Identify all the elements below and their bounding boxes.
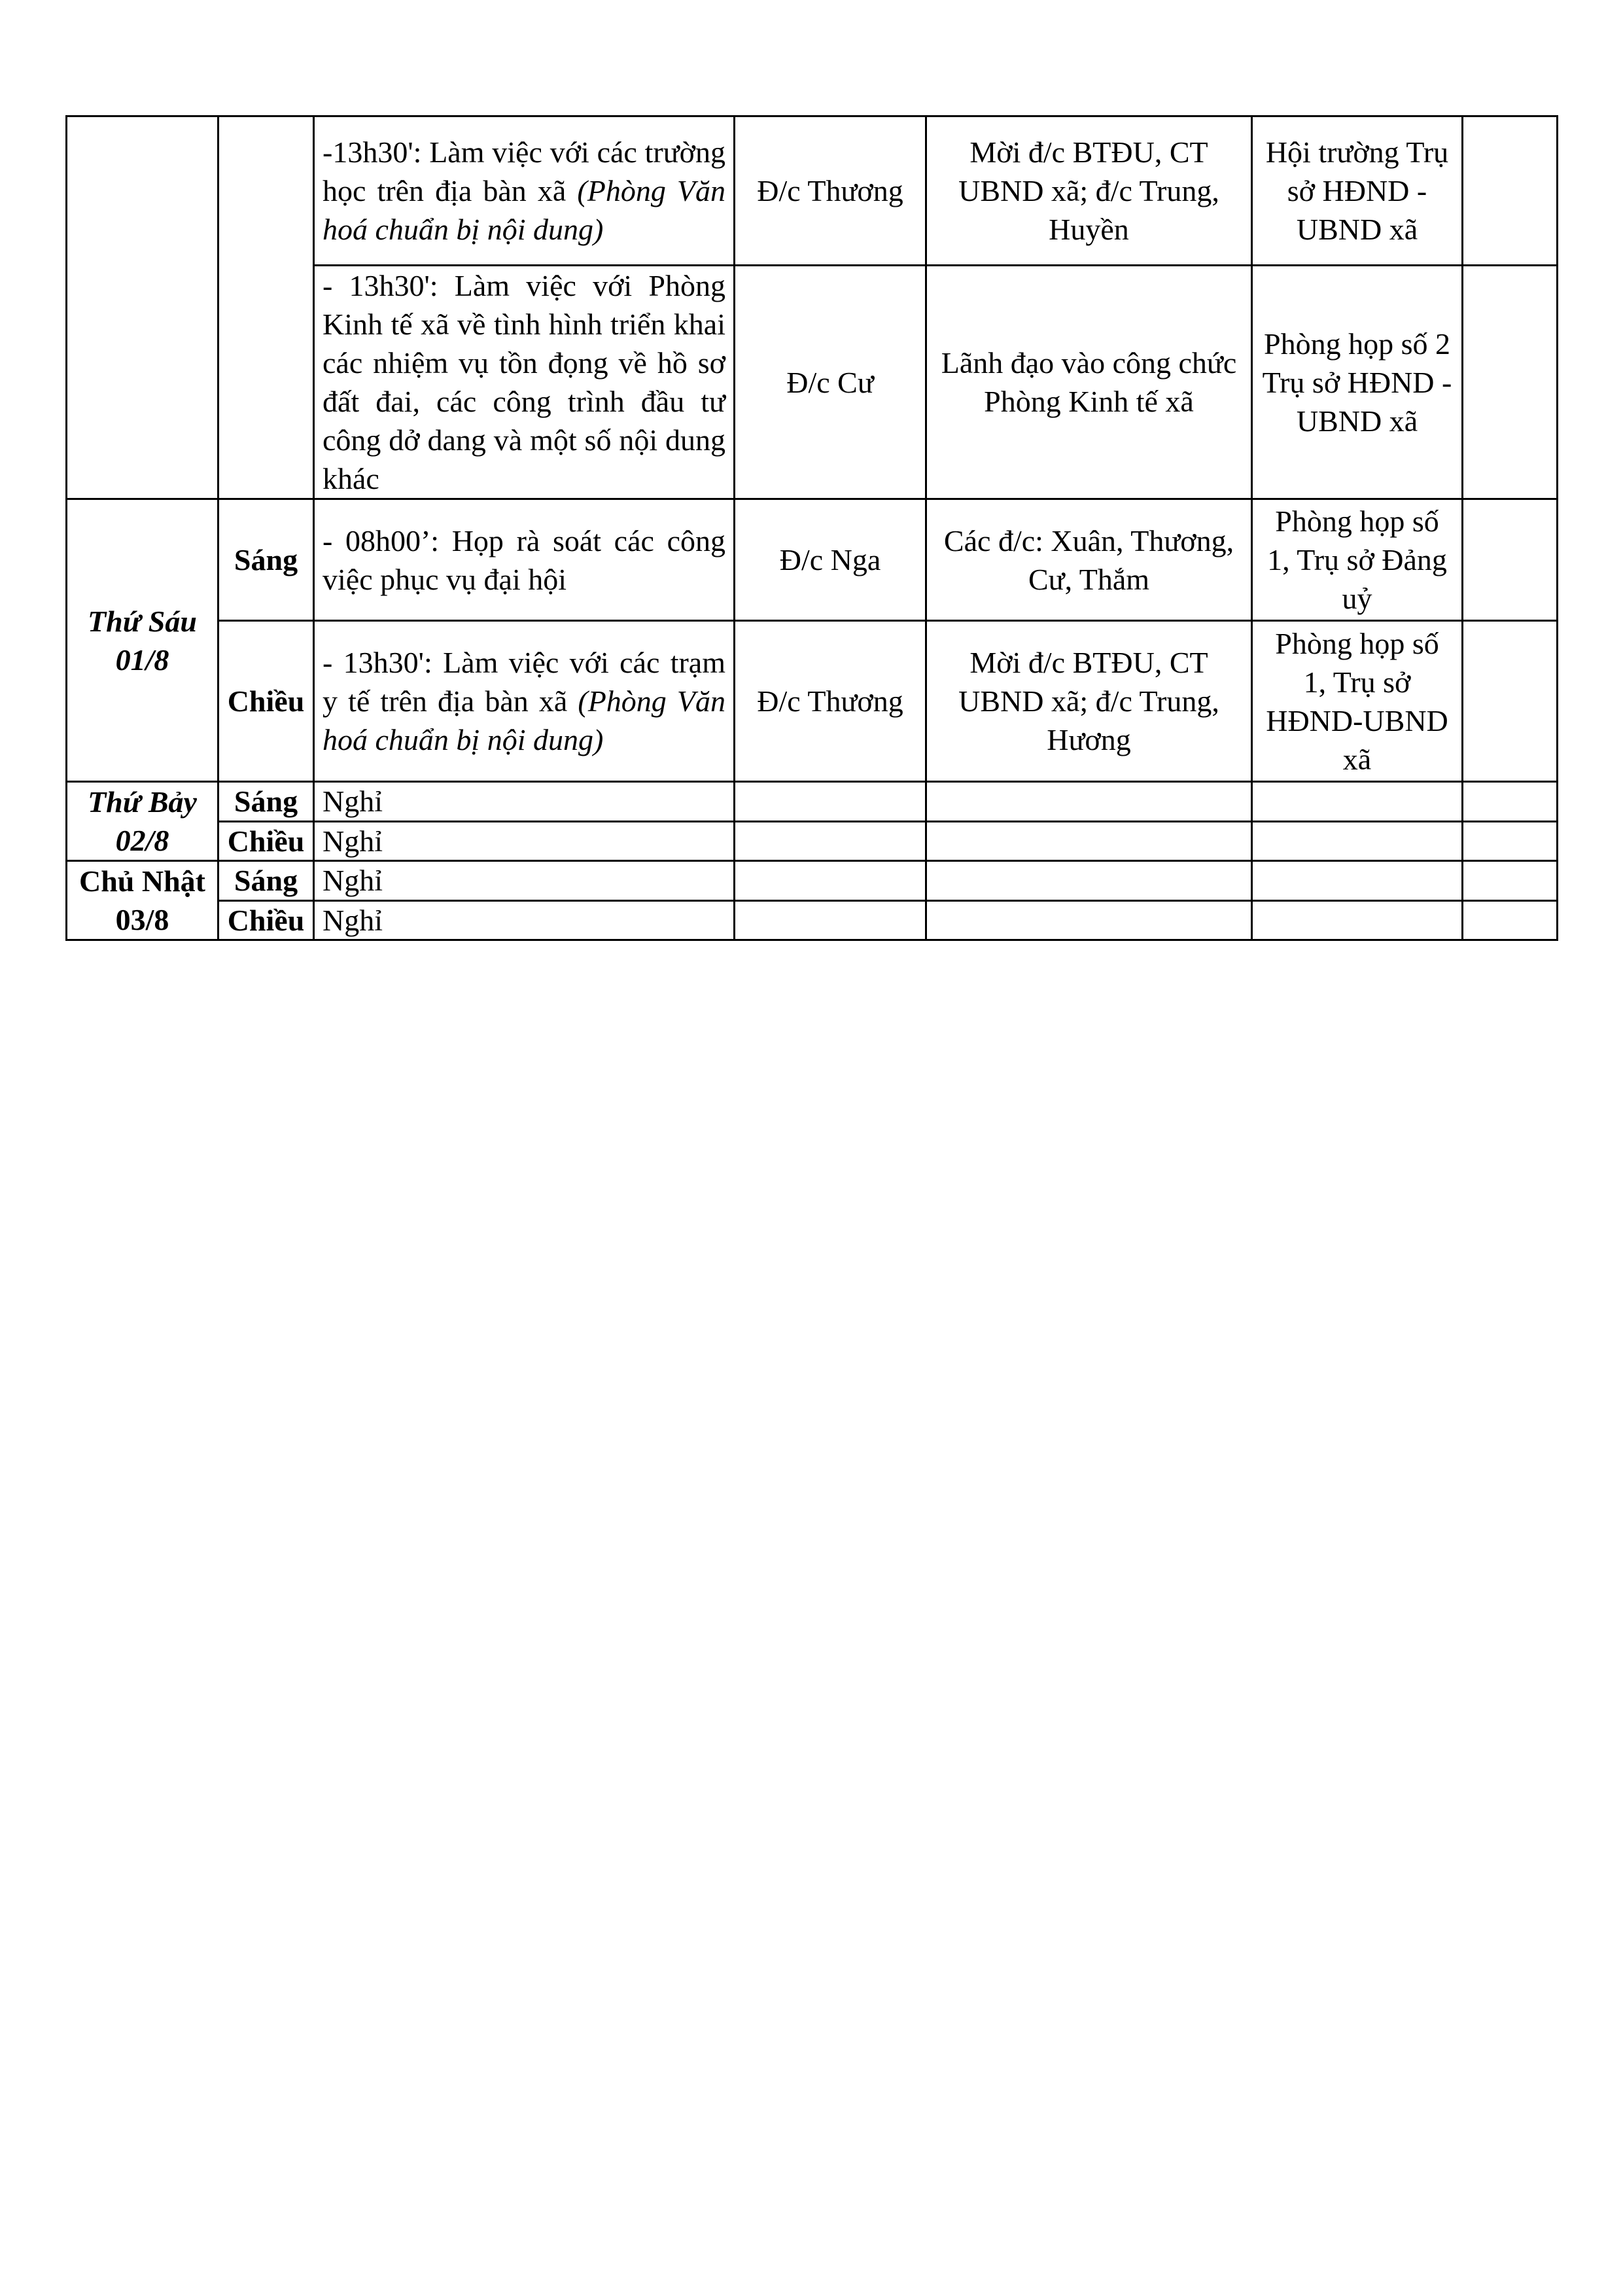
place-cell: Hội trường Trụ sở HĐND -UBND xã [1252,116,1463,266]
session-label: Chiều [218,821,314,861]
participants-cell: Các đ/c: Xuân, Thương, Cư, Thắm [926,499,1252,621]
content-cell: - 13h30': Làm việc với Phòng Kinh tế xã về tình hình triển khai các nhiệm vụ tồn đọng về hồ sơ đất đai, các công trình đầu tư công dở dang và một số nội dung khác [314,266,735,499]
note-cell [1463,900,1558,940]
content-cell: Nghỉ [314,821,735,861]
content-note: (Phòng Văn hoá chuẩn bị nội dung) [323,174,726,246]
note-cell [1463,821,1558,861]
participants-cell: Lãnh đạo vào công chức Phòng Kinh tế xã [926,266,1252,499]
place-cell [1252,861,1463,901]
session-label: Sáng [218,782,314,822]
place-cell [1252,782,1463,822]
place-cell: Phòng họp số 2 Trụ sở HĐND - UBND xã [1252,266,1463,499]
session-label: Chiều [218,621,314,782]
place-cell [1252,821,1463,861]
chair-cell [735,821,926,861]
table-row [67,621,1558,782]
table-row [67,782,1558,822]
content-cell: Nghỉ [314,900,735,940]
day-label: Chủ Nhật 03/8 [67,861,218,940]
table-row [67,861,1558,901]
content-text: Làm việc với các trường học trên địa bàn xã [323,135,725,207]
note-cell [1463,499,1558,621]
chair-cell [735,861,926,901]
content-note: (Phòng Văn hoá chuẩn bị nội dung) [323,684,725,756]
content-cell [314,621,735,782]
chair-cell: Đ/c Thương [735,116,926,266]
time-label: -13h30': [323,135,422,169]
place-cell: Phòng họp số 1, Trụ sở HĐND-UBND xã [1252,621,1463,782]
content-text: - 13h30': Làm việc với các trạm y tế trên địa bàn xã [323,646,725,718]
note-cell [1463,782,1558,822]
content-cell [314,116,735,266]
content-cell: Nghỉ [314,861,735,901]
participants-cell [926,821,1252,861]
session-label: Sáng [218,499,314,621]
chair-cell: Đ/c Nga [735,499,926,621]
participants-cell [926,861,1252,901]
participants-cell: Mời đ/c BTĐU, CT UBND xã; đ/c Trung, Hương [926,621,1252,782]
place-cell [1252,900,1463,940]
participants-cell [926,782,1252,822]
participants-cell: Mời đ/c BTĐU, CT UBND xã; đ/c Trung, Huyền [926,116,1252,266]
note-cell [1463,861,1558,901]
day-cell-continued [67,116,218,499]
note-cell [1463,116,1558,266]
chair-cell: Đ/c Cư [735,266,926,499]
chair-cell [735,782,926,822]
note-cell [1463,621,1558,782]
participants-cell [926,900,1252,940]
day-label: Thứ Bảy 02/8 [67,782,218,861]
table-row [67,900,1558,940]
session-label: Chiều [218,900,314,940]
table-row [67,116,1558,266]
table-row [67,499,1558,621]
chair-cell [735,900,926,940]
note-cell [1463,266,1558,499]
day-label: Thứ Sáu 01/8 [67,499,218,782]
schedule-table [65,115,1558,941]
place-cell: Phòng họp số 1, Trụ sở Đảng uỷ [1252,499,1463,621]
content-cell: Nghỉ [314,782,735,822]
table-row [67,821,1558,861]
chair-cell: Đ/c Thương [735,621,926,782]
content-cell: - 08h00’: Họp rà soát các công việc phục vụ đại hội [314,499,735,621]
session-cell-continued [218,116,314,499]
session-label: Sáng [218,861,314,901]
